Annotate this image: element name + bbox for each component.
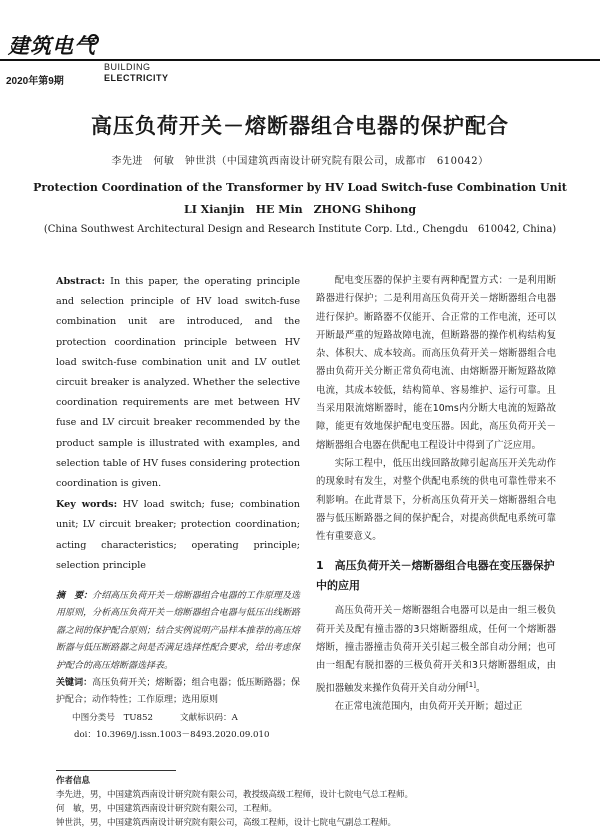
abstract-cn — [56, 588, 300, 675]
abstract-cn-text: 介绍高压负荷开关－熔断器组合电器的工作原理及选用原则，分析高压负荷开关－熔断器组合电器与低压出线断路器之间的保护配合原则；结合实例说明产品样本推荐的高压熔断器与低压断路器之间是否满足选择性配合要求，给出考虑保护配合的高压熔断器选择表。 — [56, 591, 300, 671]
keywords-en-text: HV load switch; fuse; combination unit; LV circuit breaker; protection coordination; acting characteristics; operating principle; selection principle — [56, 499, 300, 571]
keywords-cn-label: 关键词： — [56, 678, 93, 689]
doi: doi：10.3969/j.issn.1003－8493.2020.09.010 — [74, 729, 270, 740]
footnote-rule — [56, 770, 176, 771]
abstract-column — [56, 272, 300, 744]
affiliation-en: (China Southwest Architectural Design and Research Institute Corp. Ltd., Chengdu 610042, China) — [43, 224, 557, 235]
author-info-line-3: 钟世洪，男，中国建筑西南设计研究院有限公司，高级工程师，设计七院电气副总工程师。 — [56, 818, 397, 828]
journal-logo: 建筑电气 — [8, 33, 96, 58]
article-title-cn: 高压负荷开关－熔断器组合电器的保护配合 — [91, 114, 509, 138]
abstract-en-label: Abstract: — [56, 276, 106, 287]
authors-cn: 李先进 何敏 钟世洪（中国建筑西南设计研究院有限公司，成都市 610042） — [111, 156, 489, 167]
citation-ref[interactable]: [1] — [466, 680, 476, 689]
body-paragraph-4: 在正常电流范围内，由负荷开关开断；超过正 — [334, 701, 523, 713]
keywords-en-label: Key words: — [56, 499, 118, 511]
abstract-en-text: In this paper, the operating principle and selection principle of HV load switch-fuse combination unit are introduced, and the protection coordination principle between HV load switch-fuse combination unit and LV outlet circuit breaker is analyzed. Whether the selective coordination requirements are met between HV fuse and LV circuit breaker recommended by the product sample is illustrated with examples, and selection table of HV fuses considering protection coordination is given. — [56, 276, 300, 490]
masthead-rule — [0, 59, 600, 61]
body-paragraph-3-text: 高压负荷开关－熔断器组合电器可以是由一组三极负荷开关及配有撞击器的3只熔断器组成，任何一个熔断器熔断，撞击器撞击负荷开关引起三极全部自动分闸；也可由一组配有脱扣器的三极负荷开关和3只熔断器组成，由脱扣器触发来操作负荷开关自动分闸 — [316, 605, 556, 694]
journal-name-en-line2: ELECTRICITY — [104, 73, 169, 83]
author-info-label: 作者信息 — [56, 776, 91, 786]
section-1-heading: 1 高压负荷开关－熔断器组合电器在变压器保护中的应用 — [316, 559, 555, 593]
clc-number: 中图分类号 TU852 — [72, 712, 153, 723]
body-paragraph-1: 配电变压器的保护主要有两种配置方式：一是利用断路器进行保护；二是利用高压负荷开关－熔断器组合电器进行保护。断路器不仅能开、合正常的工作电流，还可以开断最严重的短路故障电流，但断路器的操作机构结构复杂、体积大、成本较高。而高压负荷开关－熔断器组合电器由负荷开关分断正常负荷电流、由熔断器开断短路故障电流，其成本较低，结构简单、容易维护、运行可靠。且当采用限流熔断器时，能在10ms内分断大电流的短路故障，能更有效地保护配电变压器。因此，高压负荷开关－熔断器组合电器在供配电工程设计中得到了广泛应用。 — [316, 275, 556, 451]
keywords-cn — [56, 675, 300, 710]
keywords-cn-text: 高压负荷开关；熔断器；组合电器；低压断路器；保护配合；动作特性；工作原理；选用原则 — [56, 678, 300, 706]
body-paragraph-3 — [316, 602, 556, 698]
body-paragraph-2: 实际工程中，低压出线回路故障引起高压开关先动作的现象时有发生，对整个供配电系统的供电可靠性带来不利影响。在此背景下，分析高压负荷开关－熔断器组合电器与低压断路器之间的保护配合，对提高供配电系统可靠性有重要意义。 — [316, 457, 556, 543]
authors-en: LI Xianjin HE Min ZHONG Shihong — [183, 203, 417, 216]
body-column — [316, 272, 556, 716]
journal-name-en-line1: BUILDING — [104, 62, 151, 72]
issue-number: 2020年第9期 — [6, 76, 64, 87]
body-paragraph-3-end: 。 — [475, 682, 486, 694]
author-info-line-1: 李先进，男，中国建筑西南设计研究院有限公司，教授级高级工程师，设计七院电气总工程师。 — [56, 790, 414, 800]
abstract-en — [56, 272, 300, 494]
classification-row — [56, 710, 300, 727]
keywords-en — [56, 495, 300, 576]
document-code: 文献标识码：A — [180, 712, 238, 723]
article-title-en: Protection Coordination of the Transformer by HV Load Switch-fuse Combination Unit — [33, 181, 567, 194]
logo-ring-icon — [88, 34, 99, 45]
author-info-line-2: 何 敏，男，中国建筑西南设计研究院有限公司，工程师。 — [56, 804, 278, 814]
abstract-cn-label: 摘 要： — [56, 591, 93, 602]
